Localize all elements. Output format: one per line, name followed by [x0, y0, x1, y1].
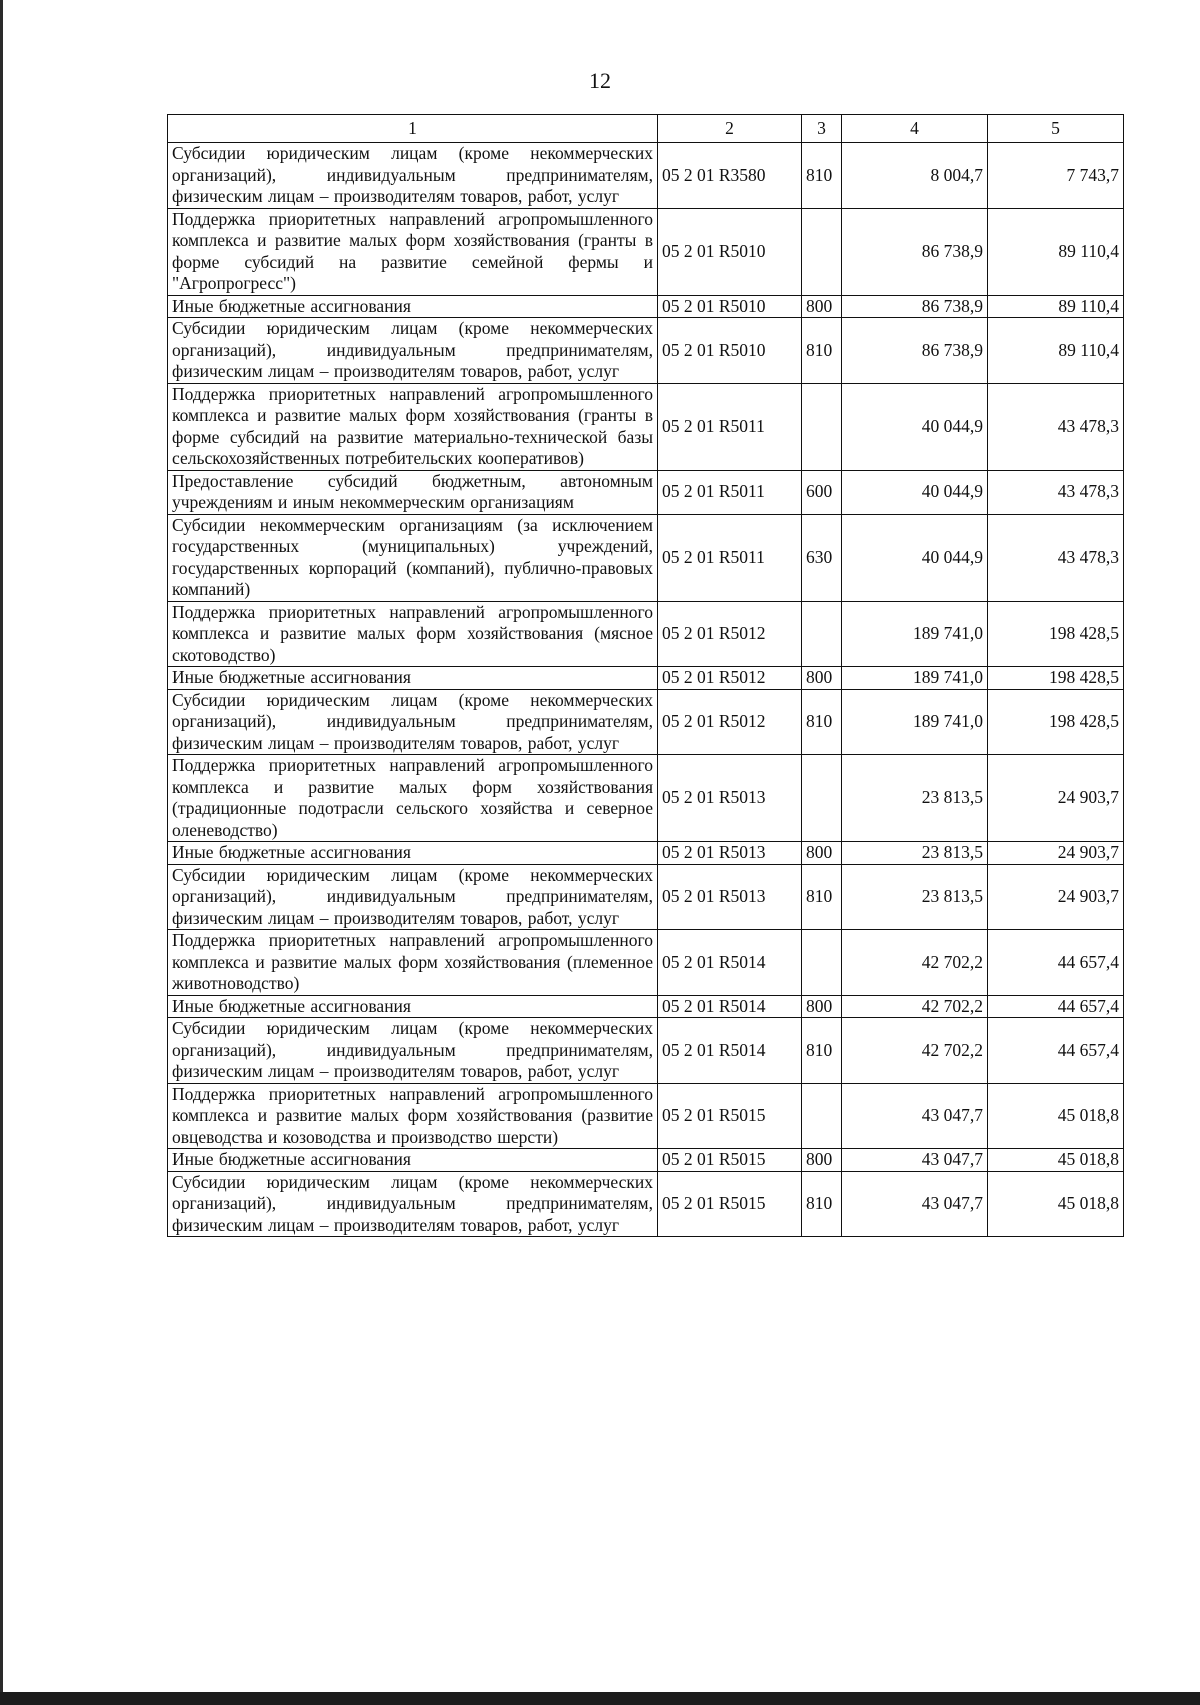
- row-name-cell: Субсидии юридическим лицам (кроме некоммерческих организаций), индивидуальным предпринимателям, физическим лицам – производителям товаров, работ, услуг: [168, 143, 658, 209]
- row-type-cell: 810: [802, 689, 842, 755]
- row-type-cell: 810: [802, 864, 842, 930]
- row-name-cell: Иные бюджетные ассигнования: [168, 1149, 658, 1172]
- budget-table: [167, 114, 1124, 1237]
- table-row: [168, 755, 1124, 842]
- row-value-col5-cell: 7 743,7: [988, 143, 1124, 209]
- table-row: [168, 689, 1124, 755]
- row-type-cell: [802, 930, 842, 996]
- row-type-cell: [802, 208, 842, 295]
- table-row: [168, 295, 1124, 318]
- row-code-cell: 05 2 01 R5010: [658, 295, 802, 318]
- table-row: [168, 514, 1124, 601]
- row-value-col4-cell: 86 738,9: [842, 318, 988, 384]
- row-code-cell: 05 2 01 R5012: [658, 689, 802, 755]
- row-value-col4-cell: 40 044,9: [842, 514, 988, 601]
- row-value-col5-cell: 198 428,5: [988, 667, 1124, 690]
- row-name-cell: Субсидии юридическим лицам (кроме некоммерческих организаций), индивидуальным предпринимателям, физическим лицам – производителям товаров, работ, услуг: [168, 689, 658, 755]
- row-value-col5-cell: 24 903,7: [988, 864, 1124, 930]
- row-value-col5-cell: 43 478,3: [988, 514, 1124, 601]
- row-value-col4-cell: 43 047,7: [842, 1083, 988, 1149]
- header-cell-1: 1: [168, 115, 658, 143]
- row-value-col5-cell: 89 110,4: [988, 208, 1124, 295]
- row-code-cell: 05 2 01 R5014: [658, 930, 802, 996]
- row-code-cell: 05 2 01 R5014: [658, 995, 802, 1018]
- row-code-cell: 05 2 01 R5015: [658, 1149, 802, 1172]
- row-value-col4-cell: 8 004,7: [842, 143, 988, 209]
- row-value-col5-cell: 89 110,4: [988, 318, 1124, 384]
- row-name-cell: Субсидии юридическим лицам (кроме некоммерческих организаций), индивидуальным предпринимателям, физическим лицам – производителям товаров, работ, услуг: [168, 318, 658, 384]
- row-name-cell: Иные бюджетные ассигнования: [168, 995, 658, 1018]
- row-code-cell: 05 2 01 R5015: [658, 1083, 802, 1149]
- row-code-cell: 05 2 01 R5010: [658, 208, 802, 295]
- table-row: [168, 1171, 1124, 1237]
- row-value-col4-cell: 42 702,2: [842, 930, 988, 996]
- table-row: [168, 383, 1124, 470]
- row-value-col5-cell: 43 478,3: [988, 470, 1124, 514]
- row-type-cell: 810: [802, 1171, 842, 1237]
- row-code-cell: 05 2 01 R5010: [658, 318, 802, 384]
- header-cell-3: 3: [802, 115, 842, 143]
- table-row: [168, 470, 1124, 514]
- row-type-cell: [802, 383, 842, 470]
- row-value-col4-cell: 86 738,9: [842, 208, 988, 295]
- row-type-cell: 810: [802, 1018, 842, 1084]
- row-value-col5-cell: 43 478,3: [988, 383, 1124, 470]
- row-value-col4-cell: 189 741,0: [842, 601, 988, 667]
- row-value-col5-cell: 44 657,4: [988, 1018, 1124, 1084]
- scan-left-edge: [0, 0, 3, 1705]
- table-row: [168, 930, 1124, 996]
- row-type-cell: 800: [802, 667, 842, 690]
- header-cell-5: 5: [988, 115, 1124, 143]
- row-value-col5-cell: 89 110,4: [988, 295, 1124, 318]
- row-code-cell: 05 2 01 R5013: [658, 864, 802, 930]
- row-value-col4-cell: 42 702,2: [842, 995, 988, 1018]
- table-row: [168, 601, 1124, 667]
- row-value-col5-cell: 45 018,8: [988, 1149, 1124, 1172]
- row-name-cell: Поддержка приоритетных направлений агропромышленного комплекса и развитие малых форм хозяйствования (развитие овцеводства и козоводства и производство шерсти): [168, 1083, 658, 1149]
- row-name-cell: Предоставление субсидий бюджетным, автономным учреждениям и иным некоммерческим организациям: [168, 470, 658, 514]
- row-type-cell: 800: [802, 995, 842, 1018]
- row-type-cell: 810: [802, 143, 842, 209]
- table-row: [168, 143, 1124, 209]
- row-value-col4-cell: 43 047,7: [842, 1171, 988, 1237]
- table-row: [168, 667, 1124, 690]
- table-header-row: [168, 115, 1124, 143]
- row-code-cell: 05 2 01 R5011: [658, 470, 802, 514]
- row-type-cell: [802, 1083, 842, 1149]
- row-type-cell: [802, 601, 842, 667]
- row-value-col5-cell: 198 428,5: [988, 601, 1124, 667]
- header-cell-2: 2: [658, 115, 802, 143]
- row-type-cell: 800: [802, 295, 842, 318]
- scan-bottom-edge: [0, 1692, 1200, 1705]
- row-value-col5-cell: 24 903,7: [988, 842, 1124, 865]
- table-row: [168, 864, 1124, 930]
- row-name-cell: Субсидии некоммерческим организациям (за исключением государственных (муниципальных) учреждений, государственных корпораций (компаний), публично-правовых компаний): [168, 514, 658, 601]
- row-code-cell: 05 2 01 R5012: [658, 601, 802, 667]
- row-name-cell: Поддержка приоритетных направлений агропромышленного комплекса и развитие малых форм хозяйствования (гранты в форме субсидий на развитие семейной фермы и "Агропрогресс"): [168, 208, 658, 295]
- row-value-col4-cell: 23 813,5: [842, 755, 988, 842]
- row-value-col4-cell: 189 741,0: [842, 667, 988, 690]
- row-value-col4-cell: 40 044,9: [842, 470, 988, 514]
- row-name-cell: Поддержка приоритетных направлений агропромышленного комплекса и развитие малых форм хозяйствования (мясное скотоводство): [168, 601, 658, 667]
- row-name-cell: Поддержка приоритетных направлений агропромышленного комплекса и развитие малых форм хозяйствования (племенное животноводство): [168, 930, 658, 996]
- row-type-cell: 630: [802, 514, 842, 601]
- row-value-col5-cell: 44 657,4: [988, 995, 1124, 1018]
- row-value-col4-cell: 43 047,7: [842, 1149, 988, 1172]
- row-name-cell: Субсидии юридическим лицам (кроме некоммерческих организаций), индивидуальным предпринимателям, физическим лицам – производителям товаров, работ, услуг: [168, 1171, 658, 1237]
- row-type-cell: [802, 755, 842, 842]
- row-code-cell: 05 2 01 R5014: [658, 1018, 802, 1084]
- row-value-col4-cell: 23 813,5: [842, 842, 988, 865]
- table-row: [168, 1083, 1124, 1149]
- row-value-col5-cell: 44 657,4: [988, 930, 1124, 996]
- row-name-cell: Субсидии юридическим лицам (кроме некоммерческих организаций), индивидуальным предпринимателям, физическим лицам – производителям товаров, работ, услуг: [168, 864, 658, 930]
- table-row: [168, 1018, 1124, 1084]
- row-value-col4-cell: 42 702,2: [842, 1018, 988, 1084]
- row-value-col5-cell: 45 018,8: [988, 1083, 1124, 1149]
- page-number: 12: [589, 68, 611, 93]
- header-cell-4: 4: [842, 115, 988, 143]
- row-name-cell: Субсидии юридическим лицам (кроме некоммерческих организаций), индивидуальным предпринимателям, физическим лицам – производителям товаров, работ, услуг: [168, 1018, 658, 1084]
- row-code-cell: 05 2 01 R5012: [658, 667, 802, 690]
- row-value-col4-cell: 189 741,0: [842, 689, 988, 755]
- row-name-cell: Иные бюджетные ассигнования: [168, 667, 658, 690]
- row-type-cell: 800: [802, 842, 842, 865]
- row-code-cell: 05 2 01 R3580: [658, 143, 802, 209]
- row-code-cell: 05 2 01 R5013: [658, 755, 802, 842]
- row-code-cell: 05 2 01 R5013: [658, 842, 802, 865]
- row-value-col5-cell: 24 903,7: [988, 755, 1124, 842]
- table-row: [168, 995, 1124, 1018]
- row-type-cell: 810: [802, 318, 842, 384]
- table-row: [168, 208, 1124, 295]
- row-code-cell: 05 2 01 R5011: [658, 383, 802, 470]
- table-row: [168, 318, 1124, 384]
- table-body: [168, 143, 1124, 1237]
- row-name-cell: Иные бюджетные ассигнования: [168, 295, 658, 318]
- row-name-cell: Поддержка приоритетных направлений агропромышленного комплекса и развитие малых форм хозяйствования (традиционные подотрасли сельского хозяйства и северное оленеводство): [168, 755, 658, 842]
- row-value-col4-cell: 86 738,9: [842, 295, 988, 318]
- row-value-col5-cell: 198 428,5: [988, 689, 1124, 755]
- row-name-cell: Иные бюджетные ассигнования: [168, 842, 658, 865]
- row-value-col4-cell: 40 044,9: [842, 383, 988, 470]
- row-code-cell: 05 2 01 R5015: [658, 1171, 802, 1237]
- row-value-col5-cell: 45 018,8: [988, 1171, 1124, 1237]
- row-name-cell: Поддержка приоритетных направлений агропромышленного комплекса и развитие малых форм хозяйствования (гранты в форме субсидий на развитие материально-технической базы сельскохозяйственных потребительских кооперативов): [168, 383, 658, 470]
- row-type-cell: 800: [802, 1149, 842, 1172]
- table-row: [168, 842, 1124, 865]
- row-type-cell: 600: [802, 470, 842, 514]
- table-row: [168, 1149, 1124, 1172]
- row-code-cell: 05 2 01 R5011: [658, 514, 802, 601]
- row-value-col4-cell: 23 813,5: [842, 864, 988, 930]
